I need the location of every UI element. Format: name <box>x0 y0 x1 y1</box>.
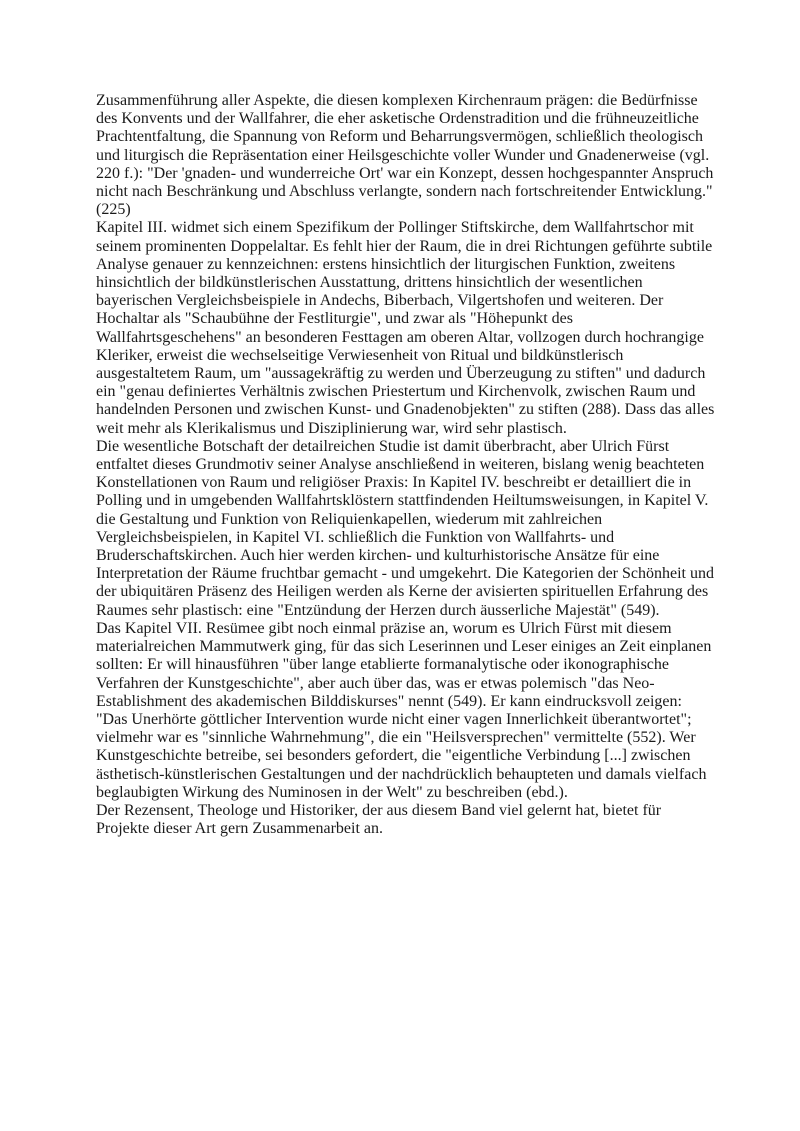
paragraph-4: Das Kapitel VII. Resümee gibt noch einmal präzise an, worum es Ulrich Fürst mit diesem materialreichen Mammutwerk ging, für das sich Leserinnen und Leser einiges an Zeit einplanen sollten: Er will hinausführen "über lange etablierte formanalytische oder ikonographische Verfahren der Kunstgeschichte", aber auch über das, was er etwas polemisch "das Neo-Establishment des akademischen Bilddiskurses" nennt (549). Er kann eindrucksvoll zeigen: "Das Unerhörte göttlicher Intervention wurde nicht einer vagen Innerlichkeit überantwortet"; vielmehr war es "sinnliche Wahrnehmung", die ein "Heilsversprechen" vermittelte (552). Wer Kunstgeschichte betreibe, sei besonders gefordert, die "eigentliche Verbindung [...] zwischen ästhetisch-künstlerischen Gestaltungen und der nachdrücklich behaupteten und damals vielfach beglaubigten Wirkung des Numinosen in der Welt" zu beschreiben (ebd.). <box>96 619 712 801</box>
document-body <box>96 92 716 838</box>
paragraph-3: Die wesentliche Botschaft der detailreichen Studie ist damit überbracht, aber Ulrich Fürst entfaltet dieses Grundmotiv seiner Analyse anschließend in weiteren, bislang wenig beachteten Konstellationen von Raum und religiöser Praxis: In Kapitel IV. beschreibt er detailliert die in Polling und in umgebenden Wallfahrtsklöstern stattfindenden Heiltumsweisungen, in Kapitel V. die Gestaltung und Funktion von Reliquienkapellen, wiederum mit zahlreichen Vergleichsbeispielen, in Kapitel VI. schließlich die Funktion von Wallfahrts- und Bruderschaftskirchen. Auch hier werden kirchen- und kulturhistorische Ansätze für eine Interpretation der Räume fruchtbar gemacht - und umgekehrt. Die Kategorien der Schönheit und der ubiquitären Präsenz des Heiligen werden als Kerne der avisierten spirituellen Erfahrung des Raumes sehr plastisch: eine "Entzündung der Herzen durch äusserliche Majestät" (549). <box>96 437 714 619</box>
paragraph-2: Kapitel III. widmet sich einem Spezifikum der Pollinger Stiftskirche, dem Wallfahrtschor mit seinem prominenten Doppelaltar. Es fehlt hier der Raum, die in drei Richtungen geführte subtile Analyse genauer zu kennzeichnen: erstens hinsichtlich der liturgischen Funktion, zweitens hinsichtlich der bildkünstlerischen Ausstattung, drittens hinsichtlich der wesentlichen bayerischen Vergleichsbeispiele in Andechs, Biberbach, Vilgertshofen und weiteren. Der Hochaltar als "Schaubühne der Festliturgie", und zwar als "Höhepunkt des Wallfahrtsgeschehens" an besonderen Festtagen am oberen Altar, vollzogen durch hochrangige Kleriker, erweist die wechselseitige Verwiesenheit von Ritual und bildkünstlerisch ausgestaltetem Raum, um "aussagekräftig zu werden und Überzeugung zu stiften" und dadurch ein "genau definiertes Verhältnis zwischen Priestertum und Kirchenvolk, zwischen Raum und handelnden Personen und zwischen Kunst- und Gnadenobjekten" zu stiften (288). Dass das alles weit mehr als Klerikalismus und Disziplinierung war, wird sehr plastisch. <box>96 219 715 437</box>
paragraph-5: Der Rezensent, Theologe und Historiker, der aus diesem Band viel gelernt hat, bietet für Projekte dieser Art gern Zusammenarbeit an. <box>96 801 662 838</box>
paragraph-1: Zusammenführung aller Aspekte, die diesen komplexen Kirchenraum prägen: die Bedürfnisse des Konvents und der Wallfahrer, die eher asketische Ordenstradition und die frühneuzeitliche Prachtentfaltung, die Spannung von Reform und Beharrungsvermögen, schließlich theologisch und liturgisch die Repräsentation einer Heilsgeschichte voller Wunder und Gnadenerweise (vgl. 220 f.): "Der 'gnaden- und wunderreiche Ort' war ein Konzept, dessen hochgespannter Anspruch nicht nach Beschränkung und Abschluss verlangte, sondern nach fortschreitender Entwicklung." (225) <box>96 92 714 219</box>
